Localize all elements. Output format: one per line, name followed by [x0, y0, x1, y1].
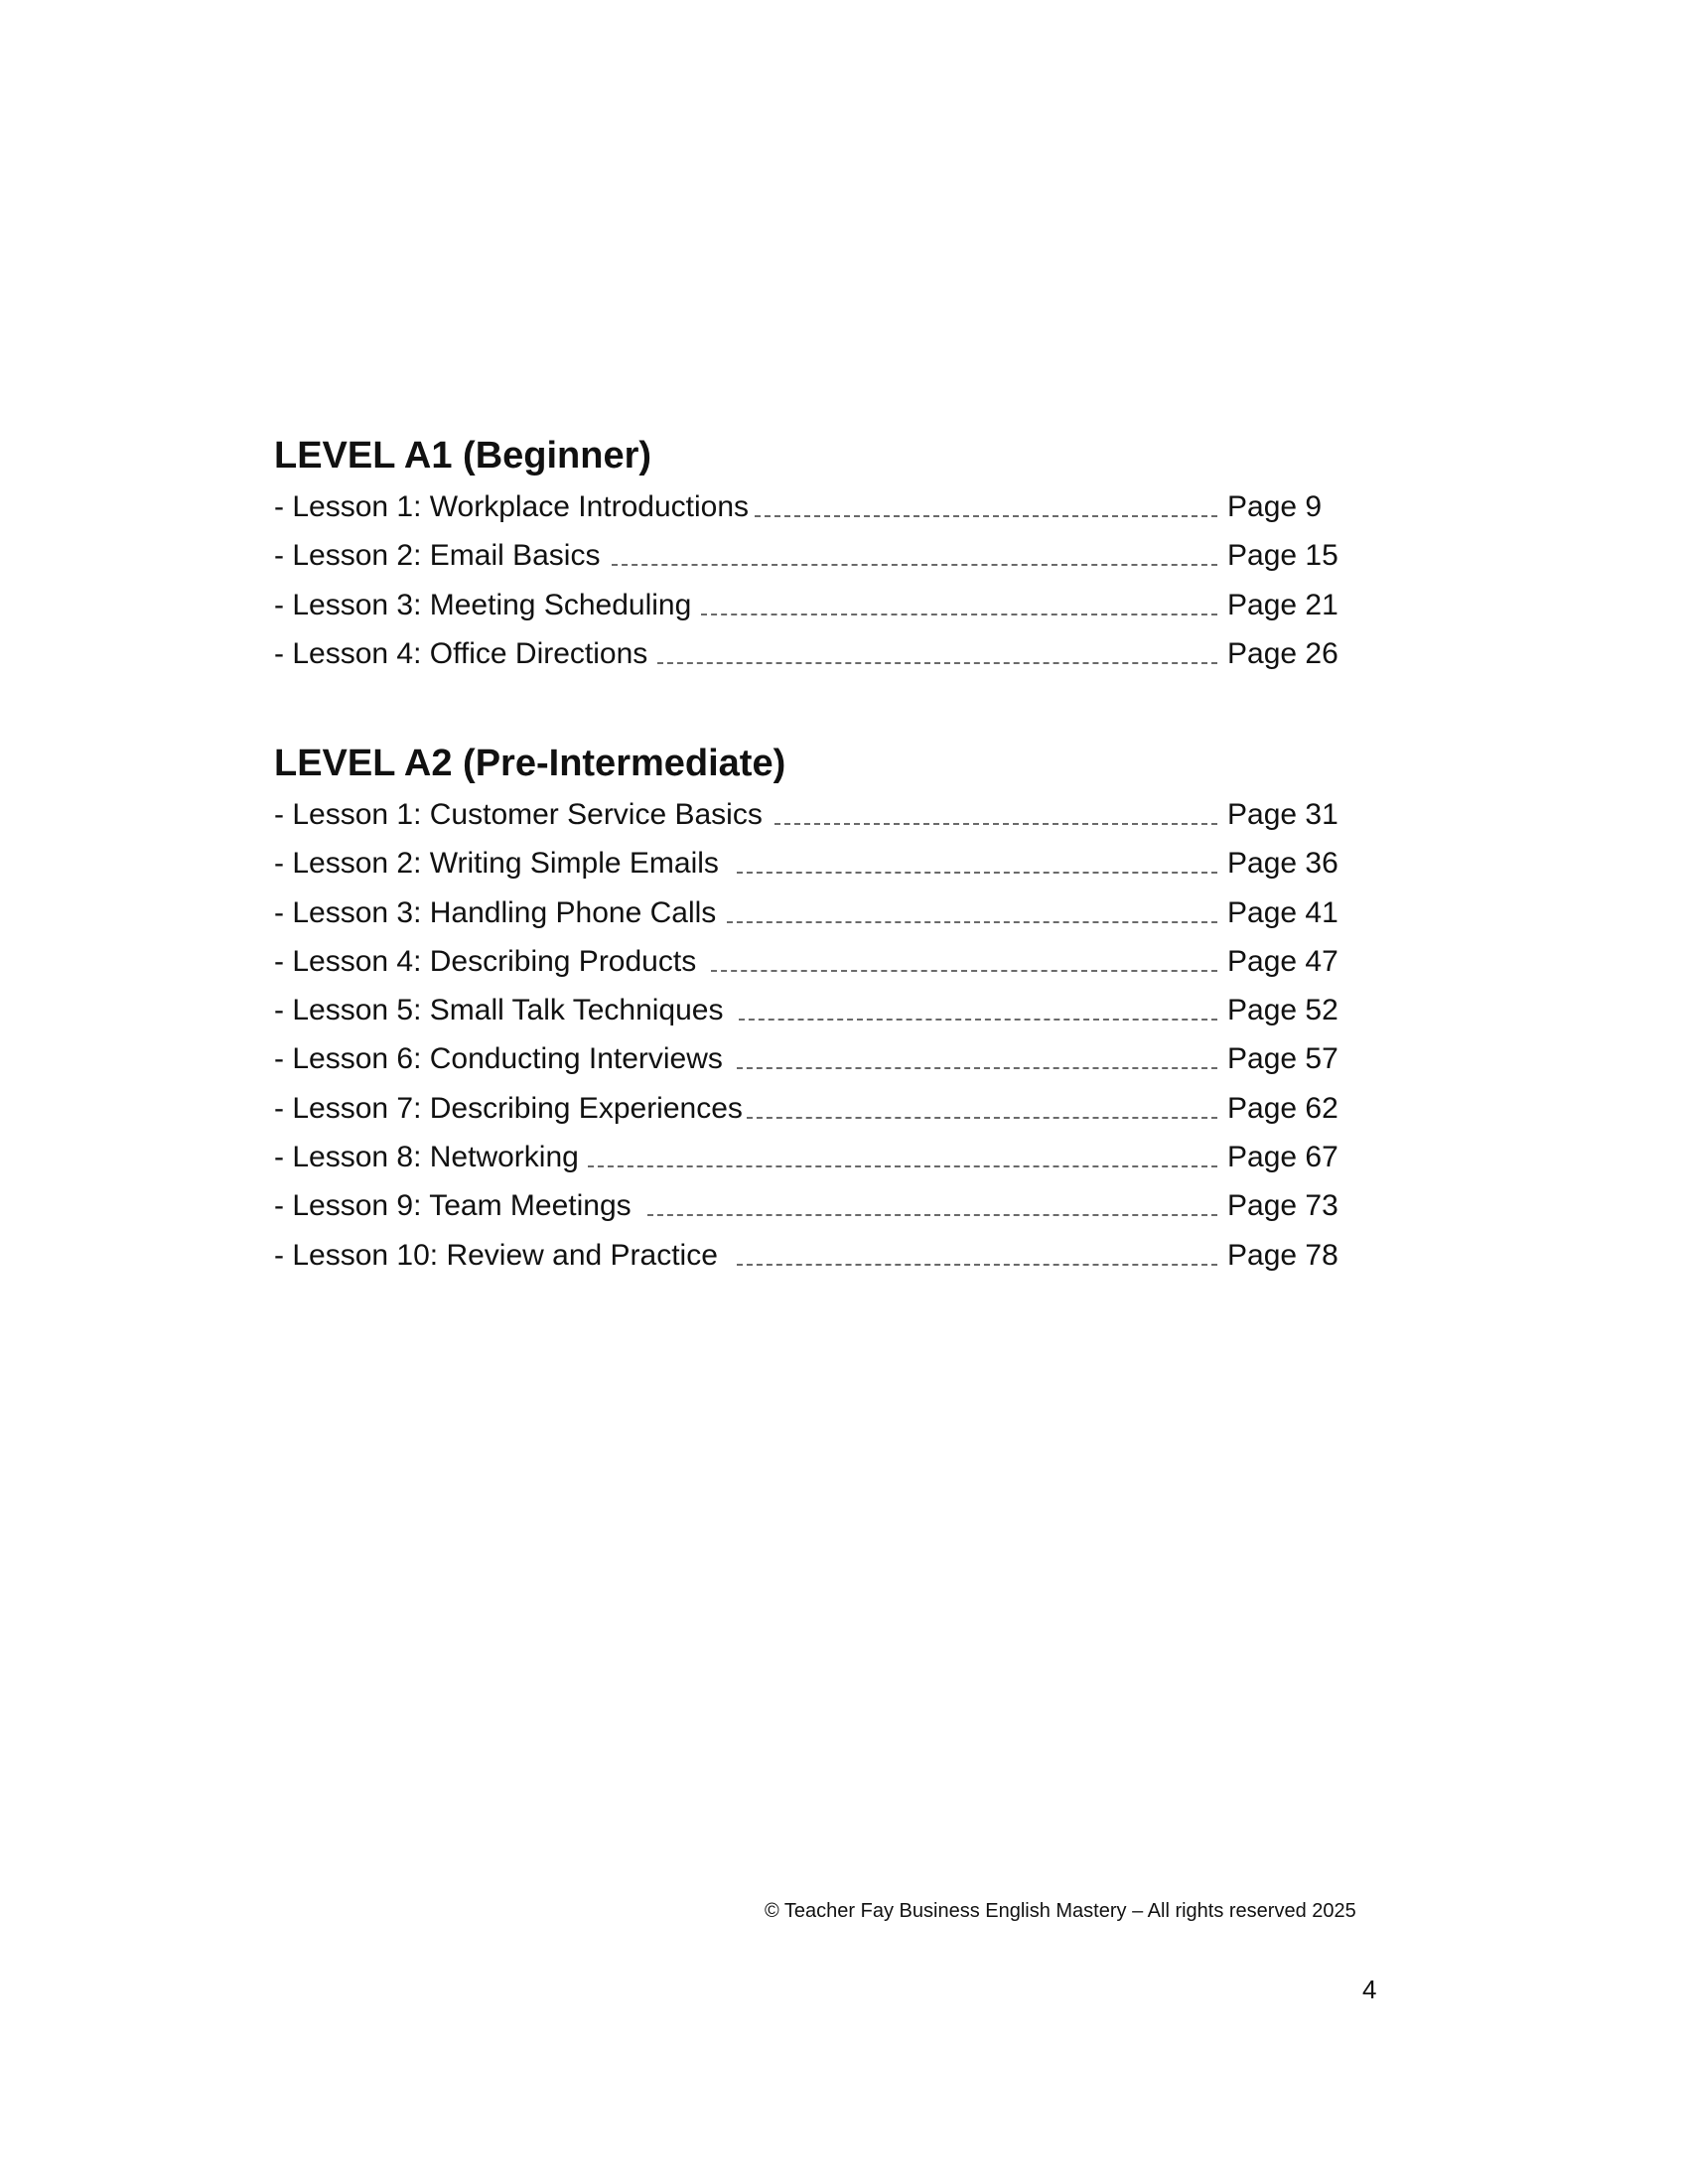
toc-entry-page: Page 62: [1227, 1091, 1338, 1125]
dot-leader: [774, 823, 1217, 825]
dot-leader: [711, 970, 1217, 972]
toc-entry-label: - Lesson 6: Conducting Interviews: [274, 1042, 723, 1076]
dot-leader: [657, 662, 1217, 664]
dot-leader: [612, 564, 1217, 566]
toc-entry[interactable]: [274, 533, 1336, 582]
toc-entry[interactable]: [274, 1036, 1336, 1085]
toc-entry[interactable]: [274, 841, 1336, 889]
toc-entry-label: - Lesson 4: Office Directions: [274, 636, 648, 670]
toc-entry[interactable]: [274, 792, 1336, 841]
toc-entry[interactable]: [274, 1086, 1336, 1135]
toc-entry-page: Page 73: [1227, 1189, 1338, 1223]
toc-entry-page: Page 47: [1227, 944, 1338, 978]
toc-entry[interactable]: [274, 939, 1336, 988]
toc-entry-label: - Lesson 3: Meeting Scheduling: [274, 588, 692, 621]
toc-entry-page: Page 57: [1227, 1042, 1338, 1076]
level-a1-title: LEVEL A1 (Beginner): [274, 435, 652, 477]
toc-entry-label: - Lesson 1: Customer Service Basics: [274, 798, 763, 831]
level-a2-title: LEVEL A2 (Pre-Intermediate): [274, 743, 786, 784]
toc-entry-page: Page 36: [1227, 847, 1338, 881]
toc-entry-page: Page 21: [1227, 588, 1338, 621]
dot-leader: [701, 614, 1217, 615]
dot-leader: [737, 1264, 1217, 1266]
toc-entry-page: Page 15: [1227, 539, 1338, 573]
toc-entry[interactable]: [274, 1135, 1336, 1183]
dot-leader: [588, 1165, 1217, 1167]
toc-entry-page: Page 67: [1227, 1141, 1338, 1174]
toc-entry-label: - Lesson 10: Review and Practice: [274, 1238, 718, 1272]
dot-leader: [747, 1117, 1217, 1119]
toc-entry-label: - Lesson 3: Handling Phone Calls: [274, 895, 717, 929]
toc-entry-label: - Lesson 2: Writing Simple Emails: [274, 847, 719, 881]
toc-entry[interactable]: [274, 631, 1336, 680]
toc-entry[interactable]: [274, 1233, 1336, 1282]
toc-entry[interactable]: [274, 988, 1336, 1036]
toc-entry-page: Page 78: [1227, 1238, 1338, 1272]
dot-leader: [737, 872, 1217, 874]
toc-entry[interactable]: [274, 583, 1336, 631]
toc-entry-page: Page 52: [1227, 994, 1338, 1027]
toc-entry-label: - Lesson 2: Email Basics: [274, 539, 601, 573]
dot-leader: [739, 1019, 1217, 1021]
toc-entry-label: - Lesson 8: Networking: [274, 1141, 579, 1174]
toc-entry-label: - Lesson 5: Small Talk Techniques: [274, 994, 724, 1027]
dot-leader: [737, 1067, 1217, 1069]
toc-entry-page: Page 26: [1227, 636, 1338, 670]
level-a1-section: [274, 427, 1336, 680]
toc-entry[interactable]: [274, 890, 1336, 939]
toc-entry-label: - Lesson 1: Workplace Introductions: [274, 490, 750, 523]
toc-entry-page: Page 41: [1227, 895, 1338, 929]
toc-entry-page: Page 9: [1227, 490, 1323, 523]
toc-entry-label: - Lesson 7: Describing Experiences: [274, 1091, 743, 1125]
toc-entry-page: Page 31: [1227, 798, 1338, 831]
dot-leader: [755, 515, 1217, 517]
dot-leader: [647, 1214, 1217, 1216]
toc-entry-label: - Lesson 9: Team Meetings: [274, 1189, 632, 1223]
dot-leader: [727, 921, 1217, 923]
copyright-notice: © Teacher Fay Business English Mastery – All rights reserved 2025: [765, 1900, 1356, 1922]
page-number: 4: [1362, 1975, 1377, 2004]
toc-entry[interactable]: [274, 1183, 1336, 1232]
toc-entry-label: - Lesson 4: Describing Products: [274, 944, 697, 978]
level-a2-section: [274, 735, 1336, 1282]
toc-entry[interactable]: [274, 484, 1336, 533]
